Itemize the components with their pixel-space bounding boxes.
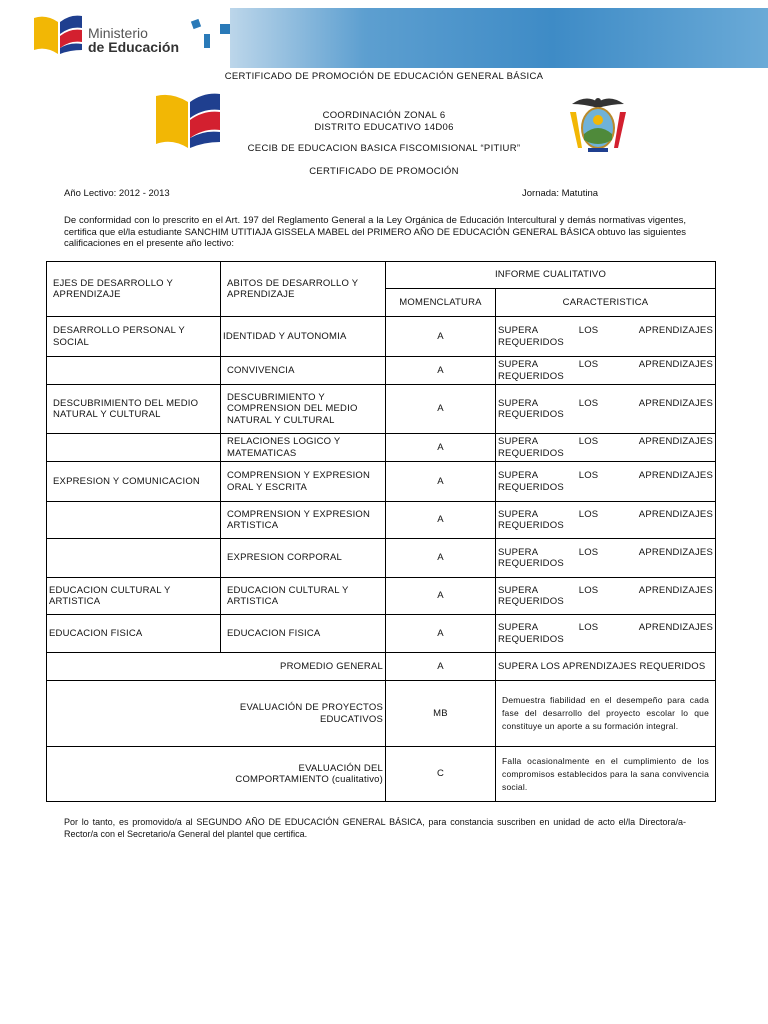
proyectos-nota: MB <box>386 681 496 747</box>
nota-cell: A <box>386 502 496 539</box>
carac-cell: SUPERA LOS APRENDIZAJES REQUERIDOS <box>496 615 716 653</box>
promedio-nota: A <box>386 653 496 681</box>
eje-cell: DESARROLLO PERSONAL Y SOCIAL <box>47 317 221 357</box>
nota-cell: A <box>386 434 496 462</box>
table-row <box>47 502 716 539</box>
carac-cell: SUPERA LOS APRENDIZAJES REQUERIDOS <box>496 357 716 385</box>
promedio-row <box>47 653 716 681</box>
school-shift: Jornada: Matutina <box>522 188 599 199</box>
document-title: CERTIFICADO DE PROMOCIÓN DE EDUCACIÓN GENERAL BÁSICA <box>224 71 544 82</box>
banner-gradient <box>230 8 768 68</box>
nota-cell: A <box>386 317 496 357</box>
nota-cell: A <box>386 539 496 578</box>
eje-cell: EDUCACION CULTURAL Y ARTISTICA <box>47 578 221 615</box>
ambito-cell: RELACIONES LOGICO Y MATEMATICAS <box>221 434 386 462</box>
header-caracteristica: CARACTERISTICA <box>496 289 716 317</box>
ecuador-flag-logo <box>32 14 84 56</box>
ambito-cell: EXPRESION CORPORAL <box>221 539 386 578</box>
ambito-cell: DESCUBRIMIENTO Y COMPRENSION DEL MEDIO NATURAL Y CULTURAL <box>221 385 386 434</box>
nota-cell: A <box>386 462 496 502</box>
ambito-cell: IDENTIDAD Y AUTONOMIA <box>221 317 386 357</box>
comportamiento-row <box>47 747 716 802</box>
coordination: COORDINACIÓN ZONAL 6 <box>322 110 446 121</box>
table-header-row <box>47 262 716 289</box>
closing-paragraph: Por lo tanto, es promovido/a al SEGUNDO AÑO DE EDUCACIÓN GENERAL BÁSICA, para constancia suscriben en unidad de acto el/la Directora/a-Rector/a con el Secretario/a General del plantel que certifica. <box>64 817 686 839</box>
table-row <box>47 434 716 462</box>
carac-cell: SUPERA LOS APRENDIZAJES REQUERIDOS <box>496 578 716 615</box>
ministry-name <box>88 26 179 54</box>
comportamiento-desc: Falla ocasionalmente en el cumplimiento de los compromisos establecidos para la sana convivencia social. <box>496 747 716 802</box>
eje-cell: EXPRESION Y COMUNICACION <box>47 462 221 502</box>
eje-cell: DESCUBRIMIENTO DEL MEDIO NATURAL Y CULTURAL <box>47 385 221 434</box>
district: DISTRITO EDUCATIVO 14D06 <box>314 122 454 133</box>
promedio-carac: SUPERA LOS APRENDIZAJES REQUERIDOS <box>496 653 716 681</box>
header-banner <box>0 8 768 68</box>
table-row <box>47 357 716 385</box>
carac-cell: SUPERA LOS APRENDIZAJES REQUERIDOS <box>496 502 716 539</box>
comportamiento-nota: C <box>386 747 496 802</box>
ambito-cell: EDUCACION CULTURAL Y ARTISTICA <box>221 578 386 615</box>
carac-cell: SUPERA LOS APRENDIZAJES REQUERIDOS <box>496 385 716 434</box>
grades-table <box>46 261 716 802</box>
eje-cell <box>47 357 221 385</box>
header-ambitos: ABITOS DE DESARROLLO Y APRENDIZAJE <box>221 262 386 317</box>
table-row <box>47 385 716 434</box>
ministry-emblem <box>154 92 222 150</box>
school-name: CECIB DE EDUCACION BASICA FISCOMISIONAL “PITIUR” <box>247 143 521 154</box>
ambito-cell: CONVIVENCIA <box>221 357 386 385</box>
intro-paragraph: De conformidad con lo prescrito en el Art. 197 del Reglamento General a la Ley Orgánica de Educación Intercultural y demás normativas vigentes, certifica que el/la estudiante SANCHIM UTITIAJA GISSELA MABEL del PRIMERO AÑO DE EDUCACIÓN GENERAL BÁSICA obtuvo las siguientes calificaciones en el presente año lectivo: <box>64 215 686 249</box>
proyectos-label: EVALUACIÓN DE PROYECTOS EDUCATIVOS <box>47 681 386 747</box>
ministry-line1: Ministerio <box>88 25 148 41</box>
nota-cell: A <box>386 578 496 615</box>
table-row <box>47 539 716 578</box>
comportamiento-label: EVALUACIÓN DEL COMPORTAMIENTO (cualitativo) <box>47 747 386 802</box>
eje-cell <box>47 539 221 578</box>
eje-cell: EDUCACION FISICA <box>47 615 221 653</box>
ministry-line2: de Educación <box>88 39 180 55</box>
table-row <box>47 578 716 615</box>
nota-cell: A <box>386 357 496 385</box>
header-informe: INFORME CUALITATIVO <box>386 262 716 289</box>
nota-cell: A <box>386 385 496 434</box>
carac-cell: SUPERA LOS APRENDIZAJES REQUERIDOS <box>496 317 716 357</box>
proyectos-desc: Demuestra fiabilidad en el desempeño para cada fase del desarrollo del proyecto escolar lo que constituye un aporte a su formación integral. <box>496 681 716 747</box>
table-row <box>47 615 716 653</box>
ambito-cell: COMPRENSION Y EXPRESION ORAL Y ESCRITA <box>221 462 386 502</box>
school-year: Año Lectivo: 2012 - 2013 <box>64 188 170 199</box>
certificate-subtitle: CERTIFICADO DE PROMOCIÓN <box>309 166 459 177</box>
ambito-cell: EDUCACION FISICA <box>221 615 386 653</box>
table-row <box>47 317 716 357</box>
carac-cell: SUPERA LOS APRENDIZAJES REQUERIDOS <box>496 539 716 578</box>
eje-cell <box>47 434 221 462</box>
table-row <box>47 462 716 502</box>
eje-cell <box>47 502 221 539</box>
promedio-label: PROMEDIO GENERAL <box>47 653 386 681</box>
ambito-cell: COMPRENSION Y EXPRESION ARTISTICA <box>221 502 386 539</box>
carac-cell: SUPERA LOS APRENDIZAJES REQUERIDOS <box>496 434 716 462</box>
header-nomenclatura: MOMENCLATURA <box>386 289 496 317</box>
header-ejes: EJES DE DESARROLLO Y APRENDIZAJE <box>47 262 221 317</box>
carac-cell: SUPERA LOS APRENDIZAJES REQUERIDOS <box>496 462 716 502</box>
nota-cell: A <box>386 615 496 653</box>
proyectos-row <box>47 681 716 747</box>
